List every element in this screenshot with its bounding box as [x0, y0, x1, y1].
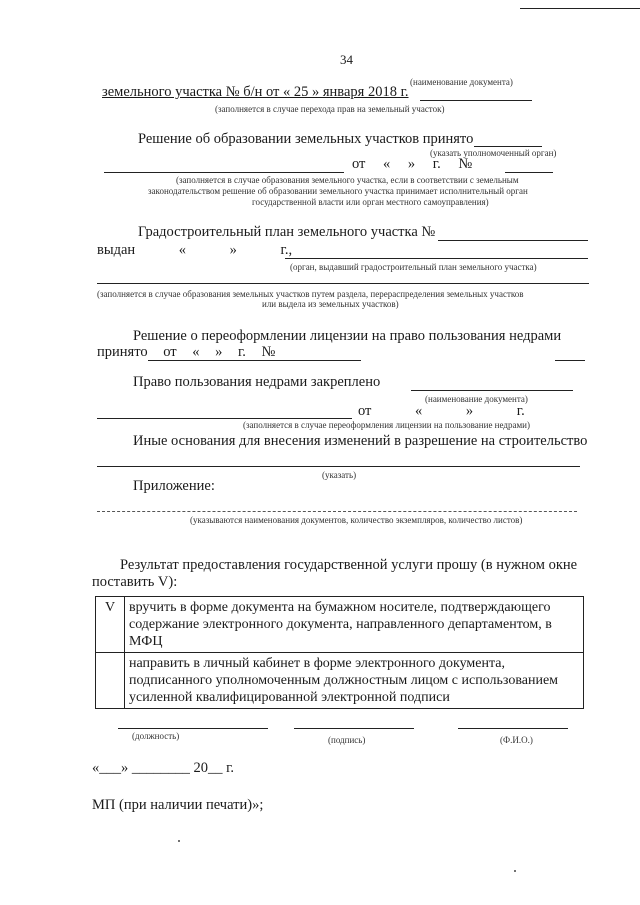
option-text-paper [125, 597, 584, 653]
formation-title: Решение об образовании земельных участков принято [138, 131, 474, 147]
position-line [118, 728, 268, 729]
option-paper-line-1: вручить в форме документа на бумажном носителе, подтверждающего [129, 600, 551, 615]
gpzu-hint-2: или выдела из земельных участков) [262, 299, 399, 309]
subsoil-doc-line-2 [97, 418, 352, 419]
delivery-options-table [95, 596, 584, 709]
subsoil-doc-line [411, 390, 573, 391]
formation-hint-1: (заполняется в случае образования земельного участка, если в соответствии с земельным [176, 175, 519, 185]
gpzu-hint-issuer: (орган, выдавший градостроительный план земельного участка) [290, 262, 537, 272]
page-number: 34 [340, 52, 353, 67]
option-electronic-line-3: усиленной квалифицированной электронной подписи [129, 690, 450, 705]
other-line [97, 466, 580, 467]
formation-number-line [505, 172, 553, 173]
formation-authority-line [474, 146, 542, 147]
gpzu-number-line [438, 240, 588, 241]
seal-line: МП (при наличии печати)»; [92, 797, 264, 813]
hint-doc-name: (наименование документа) [410, 77, 513, 87]
land-plot-line: земельного участка № б/н от « 25 » января 2018 г. [102, 84, 409, 100]
subsoil-title: Право пользования недрами закреплено [133, 374, 381, 390]
formation-hint-3: государственной власти или орган местного самоуправления) [252, 197, 489, 207]
option-row-paper[interactable] [96, 597, 584, 653]
attachment-hint: (указываются наименования документов, количество экземпляров, количество листов) [190, 515, 523, 525]
formation-hint-2: законодательством решение об образовании земельного участка принимает исполнительный орган [148, 186, 528, 196]
option-row-electronic[interactable] [96, 653, 584, 709]
gpzu-title: Градостроительный план земельного участка № [138, 224, 436, 240]
option-text-electronic [125, 653, 584, 709]
position-hint: (должность) [132, 731, 180, 741]
option-checkbox-paper[interactable]: V [96, 597, 125, 653]
top-right-corner-line [520, 0, 640, 9]
sign-hint: (подпись) [328, 735, 366, 745]
attachment-line [97, 511, 577, 512]
gpzu-hint-1: (заполняется в случае образования земельных участков путем раздела, перераспределения земельных участков [97, 289, 524, 299]
subsoil-date-line: от « » г. [358, 403, 525, 419]
option-checkbox-electronic[interactable] [96, 653, 125, 709]
option-paper-line-3: МФЦ [129, 634, 163, 649]
license-number-line [555, 360, 585, 361]
date-line: «___» ________ 20__ г. [92, 760, 235, 776]
license-line: принято от « » г. № [97, 344, 276, 360]
sign-line [294, 728, 414, 729]
result-line-1: Результат предоставления государственной услуги прошу (в нужном окне [120, 557, 578, 573]
name-hint: (Ф.И.О.) [500, 735, 533, 745]
option-paper-line-2: содержание электронного документа, направленного департаментом, в [129, 617, 552, 632]
land-plot-tail-line [420, 100, 532, 101]
formation-authority-line-2 [104, 172, 344, 173]
gpzu-issued: выдан « » г., [97, 242, 293, 258]
speck [514, 870, 516, 872]
subsoil-hint: (заполняется в случае переоформления лицензии на пользование недрами) [243, 420, 530, 430]
hint-transfer: (заполняется в случае перехода прав на земельный участок) [215, 104, 445, 114]
gpzu-extra-line [97, 283, 589, 284]
other-hint: (указать) [322, 470, 357, 480]
hint-authority: (указать уполномоченный орган) [430, 148, 557, 158]
option-electronic-line-2: подписанного уполномоченным должностным лицом с использованием [129, 673, 559, 688]
option-electronic-line-1: направить в личный кабинет в форме электронного документа, [129, 656, 505, 671]
formation-date-line: от « » г. № [352, 156, 473, 172]
license-authority-line [148, 360, 361, 361]
other-title: Иные основания для внесения изменений в разрешение на строительство [133, 433, 588, 449]
name-line [458, 728, 568, 729]
license-title: Решение о переоформлении лицензии на право пользования недрами [133, 328, 562, 344]
subsoil-hint-doc: (наименование документа) [425, 394, 528, 404]
speck [178, 840, 180, 842]
gpzu-issuer-line [285, 258, 588, 259]
attachment-title: Приложение: [133, 478, 215, 494]
result-line-2: поставить V): [92, 574, 178, 590]
